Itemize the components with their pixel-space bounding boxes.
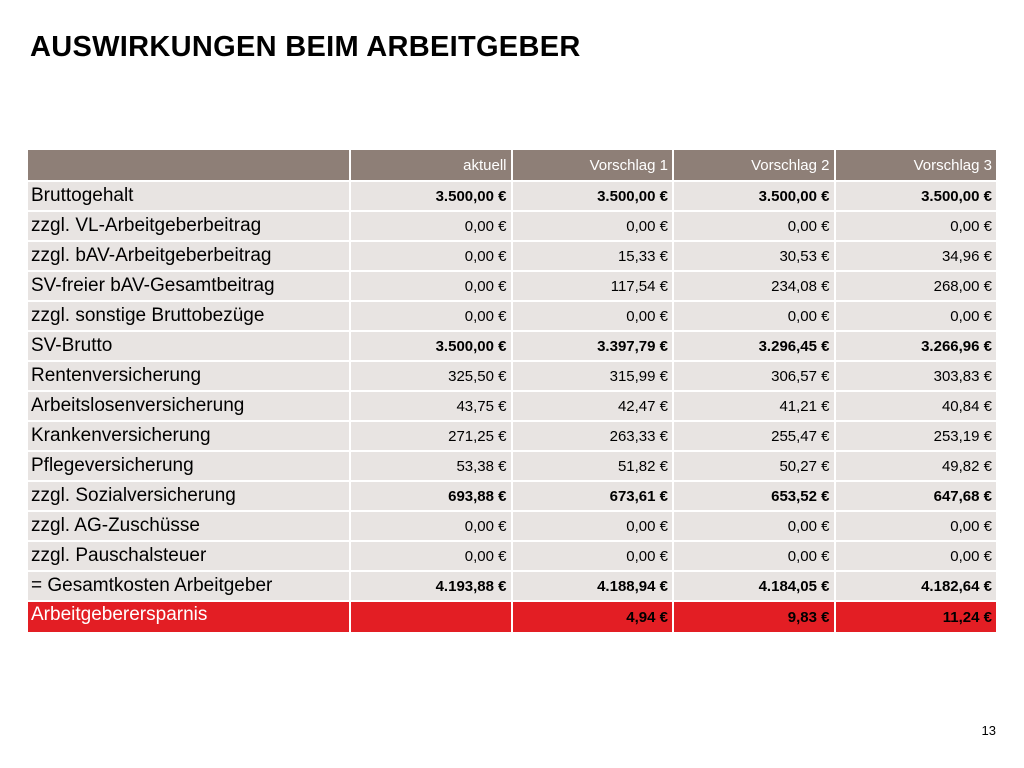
value-cell: 0,00 €: [673, 511, 835, 541]
value-cell: 51,82 €: [512, 451, 674, 481]
value-cell: 49,82 €: [835, 451, 997, 481]
value-cell: 653,52 €: [673, 481, 835, 511]
header-vorschlag-2: Vorschlag 2: [673, 150, 835, 181]
row-label: SV-Brutto: [28, 331, 350, 361]
value-cell: 3.500,00 €: [350, 181, 512, 211]
row-label: SV-freier bAV-Gesamtbeitrag: [28, 271, 350, 301]
value-cell: 3.266,96 €: [835, 331, 997, 361]
value-cell: 0,00 €: [350, 541, 512, 571]
value-cell: 255,47 €: [673, 421, 835, 451]
value-cell: 315,99 €: [512, 361, 674, 391]
value-cell: 3.296,45 €: [673, 331, 835, 361]
value-cell: 34,96 €: [835, 241, 997, 271]
row-label: Pflegeversicherung: [28, 451, 350, 481]
value-cell: 647,68 €: [835, 481, 997, 511]
value-cell: 4.184,05 €: [673, 571, 835, 601]
value-cell: 271,25 €: [350, 421, 512, 451]
table-row: [28, 571, 996, 601]
savings-value-cell: 4,94 €: [512, 601, 674, 633]
value-cell: 50,27 €: [673, 451, 835, 481]
value-cell: 0,00 €: [673, 211, 835, 241]
value-cell: 0,00 €: [835, 541, 997, 571]
value-cell: 693,88 €: [350, 481, 512, 511]
value-cell: 303,83 €: [835, 361, 997, 391]
row-label: = Gesamtkosten Arbeitgeber: [28, 571, 350, 601]
value-cell: 0,00 €: [835, 511, 997, 541]
value-cell: 253,19 €: [835, 421, 997, 451]
table-body: [28, 181, 996, 633]
value-cell: 0,00 €: [350, 301, 512, 331]
row-label: zzgl. AG-Zuschüsse: [28, 511, 350, 541]
slide-title: AUSWIRKUNGEN BEIM ARBEITGEBER: [30, 31, 581, 63]
row-label: zzgl. Pauschalsteuer: [28, 541, 350, 571]
value-cell: 4.182,64 €: [835, 571, 997, 601]
value-cell: 3.500,00 €: [350, 331, 512, 361]
row-label: zzgl. Sozialversicherung: [28, 481, 350, 511]
value-cell: 43,75 €: [350, 391, 512, 421]
table-row: [28, 301, 996, 331]
table-row: [28, 241, 996, 271]
value-cell: 3.500,00 €: [835, 181, 997, 211]
row-label: Rentenversicherung: [28, 361, 350, 391]
value-cell: 0,00 €: [512, 511, 674, 541]
row-label: zzgl. VL-Arbeitgeberbeitrag: [28, 211, 350, 241]
value-cell: 234,08 €: [673, 271, 835, 301]
value-cell: 30,53 €: [673, 241, 835, 271]
value-cell: 0,00 €: [673, 541, 835, 571]
value-cell: 42,47 €: [512, 391, 674, 421]
value-cell: 0,00 €: [512, 541, 674, 571]
cost-comparison-table-container: [28, 150, 996, 634]
table-row: [28, 211, 996, 241]
value-cell: 53,38 €: [350, 451, 512, 481]
savings-label: Arbeitgeberersparnis: [28, 601, 350, 633]
table-row: [28, 181, 996, 211]
value-cell: 0,00 €: [350, 241, 512, 271]
value-cell: 3.397,79 €: [512, 331, 674, 361]
table-row: [28, 541, 996, 571]
table-row: [28, 451, 996, 481]
header-aktuell: aktuell: [350, 150, 512, 181]
savings-value-cell: 9,83 €: [673, 601, 835, 633]
table-header-row: [28, 150, 996, 181]
page-number: 13: [981, 723, 996, 738]
value-cell: 117,54 €: [512, 271, 674, 301]
value-cell: 0,00 €: [835, 301, 997, 331]
header-vorschlag-1: Vorschlag 1: [512, 150, 674, 181]
row-label: Arbeitslosenversicherung: [28, 391, 350, 421]
value-cell: 41,21 €: [673, 391, 835, 421]
value-cell: 0,00 €: [512, 211, 674, 241]
savings-value-cell: 11,24 €: [835, 601, 997, 633]
table-row: [28, 331, 996, 361]
row-label: Krankenversicherung: [28, 421, 350, 451]
savings-row: [28, 601, 996, 633]
row-label: zzgl. sonstige Bruttobezüge: [28, 301, 350, 331]
table-row: [28, 481, 996, 511]
value-cell: 4.188,94 €: [512, 571, 674, 601]
table-row: [28, 271, 996, 301]
value-cell: 0,00 €: [350, 511, 512, 541]
table-row: [28, 361, 996, 391]
value-cell: 268,00 €: [835, 271, 997, 301]
value-cell: 3.500,00 €: [512, 181, 674, 211]
header-label-cell: [28, 150, 350, 181]
value-cell: 325,50 €: [350, 361, 512, 391]
value-cell: 0,00 €: [673, 301, 835, 331]
value-cell: 0,00 €: [512, 301, 674, 331]
table-row: [28, 511, 996, 541]
table-row: [28, 391, 996, 421]
value-cell: 0,00 €: [350, 271, 512, 301]
value-cell: 15,33 €: [512, 241, 674, 271]
savings-value-cell: [350, 601, 512, 633]
value-cell: 0,00 €: [350, 211, 512, 241]
row-label: zzgl. bAV-Arbeitgeberbeitrag: [28, 241, 350, 271]
cost-comparison-table: [28, 150, 996, 634]
value-cell: 0,00 €: [835, 211, 997, 241]
header-vorschlag-3: Vorschlag 3: [835, 150, 997, 181]
value-cell: 306,57 €: [673, 361, 835, 391]
value-cell: 673,61 €: [512, 481, 674, 511]
value-cell: 263,33 €: [512, 421, 674, 451]
value-cell: 3.500,00 €: [673, 181, 835, 211]
value-cell: 40,84 €: [835, 391, 997, 421]
table-row: [28, 421, 996, 451]
value-cell: 4.193,88 €: [350, 571, 512, 601]
row-label: Bruttogehalt: [28, 181, 350, 211]
